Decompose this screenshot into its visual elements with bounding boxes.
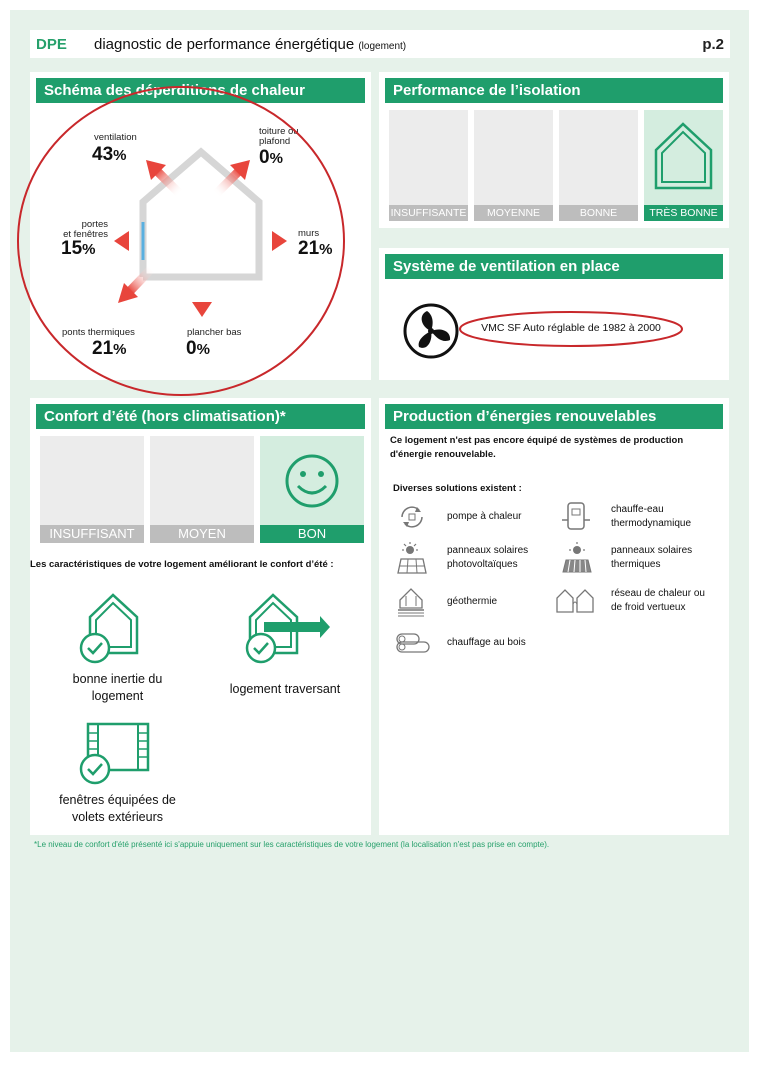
percent-sign: % xyxy=(269,150,283,167)
windows-label xyxy=(60,220,108,240)
solution-solar-pv xyxy=(447,544,528,572)
floor-value-number: 0 xyxy=(186,338,197,359)
house-icon xyxy=(644,110,723,200)
heat-loss-panel xyxy=(30,72,371,380)
renewables-title: Production d’énergies renouvelables xyxy=(385,404,723,429)
walls-label: murs xyxy=(298,228,320,239)
summer-grade-insuffisant xyxy=(40,436,144,543)
percent-sign: % xyxy=(196,341,210,358)
grade-label: MOYEN xyxy=(150,525,254,543)
water-heater-icon xyxy=(560,500,592,534)
wood-heating-icon xyxy=(395,632,431,656)
window-shutters-icon xyxy=(76,721,156,786)
solution-solar-pv-line-2: photovoltaïques xyxy=(447,559,518,570)
feature-shutters-caption xyxy=(40,792,195,826)
geothermal-icon xyxy=(396,584,428,618)
insulation-grade-insuffisante xyxy=(389,110,468,221)
windows-label-line-2: et fenêtres xyxy=(63,229,108,240)
insulation-grade-moyenne xyxy=(474,110,553,221)
summer-comfort-panel xyxy=(30,398,371,835)
percent-sign: % xyxy=(319,241,333,258)
floor-value xyxy=(186,338,210,360)
smiley-icon xyxy=(260,436,364,524)
roof-value-number: 0 xyxy=(259,147,270,168)
fan-icon xyxy=(401,301,461,361)
page-subtitle: (logement) xyxy=(358,40,407,52)
walls-value xyxy=(298,238,332,260)
solution-solar-thermal xyxy=(611,544,692,572)
feature-shutters-line-1: fenêtres équipées de xyxy=(59,793,176,807)
roof-label xyxy=(259,127,299,147)
grade-label: TRÈS BONNE xyxy=(644,205,723,221)
summer-comfort-footnote: *Le niveau de confort d'été présenté ici s'appuie uniquement sur les caractéristiques de votre logement (la localisation n'est pas prise en compte). xyxy=(34,840,550,849)
feature-inertia-line-1: bonne inertie du xyxy=(72,672,163,686)
dpe-label: DPE xyxy=(36,35,67,53)
summer-features-title: Les caractéristiques de votre logement améliorant le confort d’été : xyxy=(30,559,334,570)
percent-sign: % xyxy=(113,341,127,358)
renewables-panel xyxy=(379,398,729,835)
floor-label: plancher bas xyxy=(187,327,242,338)
insulation-grade-bonne xyxy=(559,110,638,221)
ventilation-value-number: 43 xyxy=(92,144,114,165)
heat-pump-icon xyxy=(397,504,427,530)
roof-value xyxy=(259,147,283,169)
thermal-bridges-label: ponts thermiques xyxy=(62,327,135,338)
renewables-solutions-title: Diverses solutions existent : xyxy=(393,483,522,494)
solar-pv-icon xyxy=(396,542,428,576)
thermal-bridges-arrow-icon xyxy=(118,268,152,303)
solution-water-heater xyxy=(611,503,691,531)
thermal-bridges-value xyxy=(92,338,126,360)
renewables-intro: Ce logement n'est pas encore équipé de systèmes de production d'énergie renouvelable. xyxy=(390,435,684,460)
walls-arrow-icon xyxy=(243,231,287,251)
solution-heat-pump: pompe à chaleur xyxy=(447,511,522,522)
grade-label: MOYENNE xyxy=(474,205,553,221)
solution-solar-pv-line-1: panneaux solaires xyxy=(447,545,529,556)
page-number: p.2 xyxy=(702,35,724,53)
percent-sign: % xyxy=(113,147,127,164)
solution-solar-thermal-line-2: thermiques xyxy=(611,559,661,570)
walls-value-number: 21 xyxy=(298,238,320,259)
house-check-icon xyxy=(75,591,155,666)
page-title-text: diagnostic de performance énergétique xyxy=(94,35,355,53)
ventilation-system-panel xyxy=(379,248,729,380)
insulation-grade-tres-bonne xyxy=(644,110,723,221)
windows-value-number: 15 xyxy=(61,238,83,259)
page-title xyxy=(94,36,406,53)
windows-label-line-1: portes xyxy=(81,219,108,230)
feature-inertia-line-2: logement xyxy=(91,689,144,703)
solution-heat-network-line-1: réseau de chaleur ou xyxy=(611,588,705,599)
ventilation-system-title: Système de ventilation en place xyxy=(385,254,723,279)
windows-value xyxy=(61,238,95,260)
solution-geothermal: géothermie xyxy=(447,596,498,607)
ventilation-label: ventilation xyxy=(94,132,137,143)
heat-loss-title: Schéma des déperditions de chaleur xyxy=(36,78,365,103)
feature-inertia-caption xyxy=(45,671,190,705)
percent-sign: % xyxy=(82,241,96,258)
grade-label: INSUFFISANTE xyxy=(390,207,467,219)
insulation-title: Performance de l’isolation xyxy=(385,78,723,103)
summer-grade-moyen xyxy=(150,436,254,543)
solar-thermal-icon xyxy=(561,542,593,576)
thermal-bridges-value-number: 21 xyxy=(92,338,114,359)
ventilation-value xyxy=(92,144,126,166)
feature-shutters-line-2: volets extérieurs xyxy=(71,810,163,824)
solution-heat-network xyxy=(611,587,705,615)
grade-label: BON xyxy=(260,525,364,543)
heat-network-icon xyxy=(555,586,599,616)
insulation-panel xyxy=(379,72,729,228)
summer-comfort-title: Confort d’été (hors climatisation)* xyxy=(36,404,365,429)
solution-water-heater-line-1: chauffe-eau xyxy=(611,504,664,515)
solution-wood-heating: chauffage au bois xyxy=(447,637,526,648)
ventilation-system-value: VMC SF Auto réglable de 1982 à 2000 xyxy=(481,322,661,334)
solution-water-heater-line-2: thermodynamique xyxy=(611,518,692,529)
summer-grade-bon xyxy=(260,436,364,543)
page-header xyxy=(30,30,730,58)
house-arrow-icon xyxy=(242,591,337,666)
grade-label: INSUFFISANT xyxy=(40,525,144,543)
solution-heat-network-line-2: de froid vertueux xyxy=(611,602,686,613)
windows-arrow-icon xyxy=(114,231,160,251)
feature-traversant-caption: logement traversant xyxy=(229,682,341,696)
solution-solar-thermal-line-1: panneaux solaires xyxy=(611,545,693,556)
grade-label: BONNE xyxy=(559,205,638,221)
roof-label-line-2: plafond xyxy=(259,136,291,147)
roof-label-line-1: toiture ou xyxy=(259,126,299,137)
